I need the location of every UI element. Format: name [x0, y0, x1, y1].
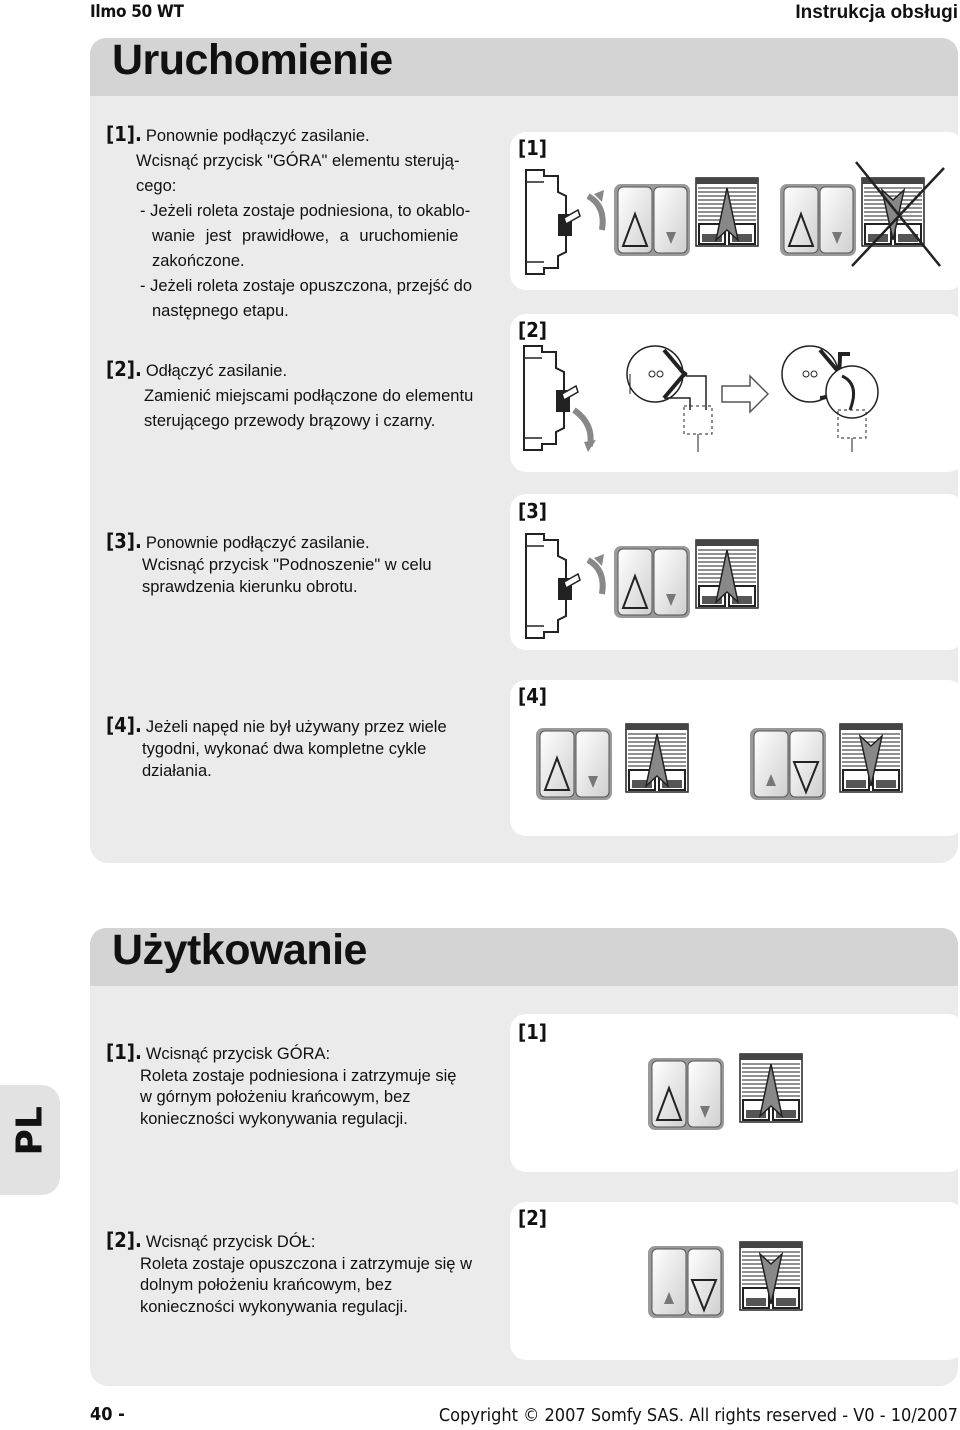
step-line: działania.	[142, 762, 212, 780]
step-number: [3].	[106, 529, 142, 553]
figure-label: [3]	[518, 499, 547, 523]
step-line: - Jeżeli roleta zostaje podniesiona, to okablo-	[140, 202, 471, 220]
switch-box-icon	[684, 406, 712, 434]
step-line: konieczności wykonywania regulacji.	[140, 1109, 408, 1128]
figure-2-illustration	[510, 314, 960, 474]
step-line: Jeżeli napęd nie był używany przez wiele	[145, 718, 447, 736]
wall-switch-up-icon	[614, 184, 690, 256]
step-number: [1].	[106, 122, 142, 146]
right-arrow-icon	[722, 376, 768, 412]
step-number: [2].	[106, 357, 142, 381]
circuit-breaker-icon	[526, 170, 580, 274]
step-line: zakończone.	[152, 252, 245, 270]
language-tab	[0, 1085, 60, 1195]
figure-label: [4]	[518, 684, 547, 708]
startup-step-2	[106, 357, 506, 434]
circuit-breaker-icon	[526, 534, 580, 638]
usage-figure-2-illustration	[510, 1202, 960, 1360]
wall-switch-up-icon	[780, 184, 856, 256]
step-line: - Jeżeli roleta zostaje opuszczona, przejść do	[140, 277, 472, 295]
startup-step-4	[106, 714, 506, 782]
step-line: Wcisnąć przycisk DÓŁ:	[145, 1233, 316, 1251]
step-line: Wcisnąć przycisk "Podnoszenie" w celu	[142, 556, 432, 574]
step-number: [4].	[106, 713, 142, 737]
step-line: tygodni, wykonać dwa kompletne cykle	[142, 740, 427, 758]
document-type: Instrukcja obsługi	[795, 2, 958, 23]
copyright: Copyright © 2007 Somfy SAS. All rights reserved - V0 - 10/2007	[438, 1405, 958, 1426]
usage-step-2	[106, 1230, 506, 1318]
step-line: wanie jest prawidłowe, a uruchomienie	[152, 227, 459, 245]
step-line: sterującego przewody brązowy i czarny.	[144, 412, 436, 430]
circuit-breaker-icon	[524, 346, 578, 450]
step-line: Wcisnąć przycisk GÓRA:	[145, 1045, 331, 1063]
usage-step-1	[106, 1042, 506, 1130]
startup-step-3	[106, 530, 506, 598]
figure-4-illustration	[510, 680, 960, 836]
step-line: Ponownie podłączyć zasilanie.	[145, 534, 370, 552]
step-line: dolnym położeniu krańcowym, bez	[140, 1276, 393, 1294]
step-line: w górnym położeniu krańcowym, bez	[140, 1088, 411, 1106]
step-number: [2].	[106, 1228, 142, 1252]
step-line: Roleta zostaje opuszczona i zatrzymuje się w	[140, 1254, 472, 1273]
step-line: cego:	[136, 177, 177, 195]
figure-1-illustration	[510, 132, 960, 292]
step-line: Wcisnąć przycisk "GÓRA" elementu sterują-	[136, 152, 460, 170]
step-line: Odłączyć zasilanie.	[145, 362, 288, 380]
rotate-arrow-icon	[588, 196, 603, 230]
wall-switch-up-icon	[648, 1058, 724, 1130]
figure-label: [2]	[518, 1206, 547, 1230]
step-line: sprawdzenia kierunku obrotu.	[142, 578, 358, 596]
step-line: Ponownie podłączyć zasilanie.	[145, 127, 370, 145]
figure-label: [2]	[518, 318, 547, 342]
figure-3-illustration	[510, 494, 960, 650]
wall-switch-up-icon	[536, 728, 612, 800]
step-number: [1].	[106, 1040, 142, 1064]
rotate-arrow-icon	[574, 410, 591, 446]
page-number: 40 -	[90, 1404, 125, 1425]
wall-switch-down-icon	[750, 728, 826, 800]
figure-label: [1]	[518, 136, 547, 160]
wall-switch-down-icon	[648, 1246, 724, 1318]
usage-title: Użytkowanie	[112, 926, 367, 974]
step-line: Roleta zostaje podniesiona i zatrzymuje się	[140, 1066, 457, 1085]
rotate-arrow-icon	[588, 560, 603, 594]
language-tab-label: PL	[9, 1106, 51, 1156]
usage-figure-1-illustration	[510, 1014, 960, 1172]
step-line: konieczności wykonywania regulacji.	[140, 1297, 408, 1316]
wall-switch-up-icon	[614, 546, 690, 618]
step-line: Zamienić miejscami podłączone do elementu	[144, 387, 474, 405]
startup-title: Uruchomienie	[112, 36, 393, 84]
startup-step-1	[106, 122, 506, 324]
product-name: Ilmo 50 WT	[90, 2, 184, 22]
figure-label: [1]	[518, 1020, 547, 1044]
step-line: następnego etapu.	[152, 302, 289, 320]
